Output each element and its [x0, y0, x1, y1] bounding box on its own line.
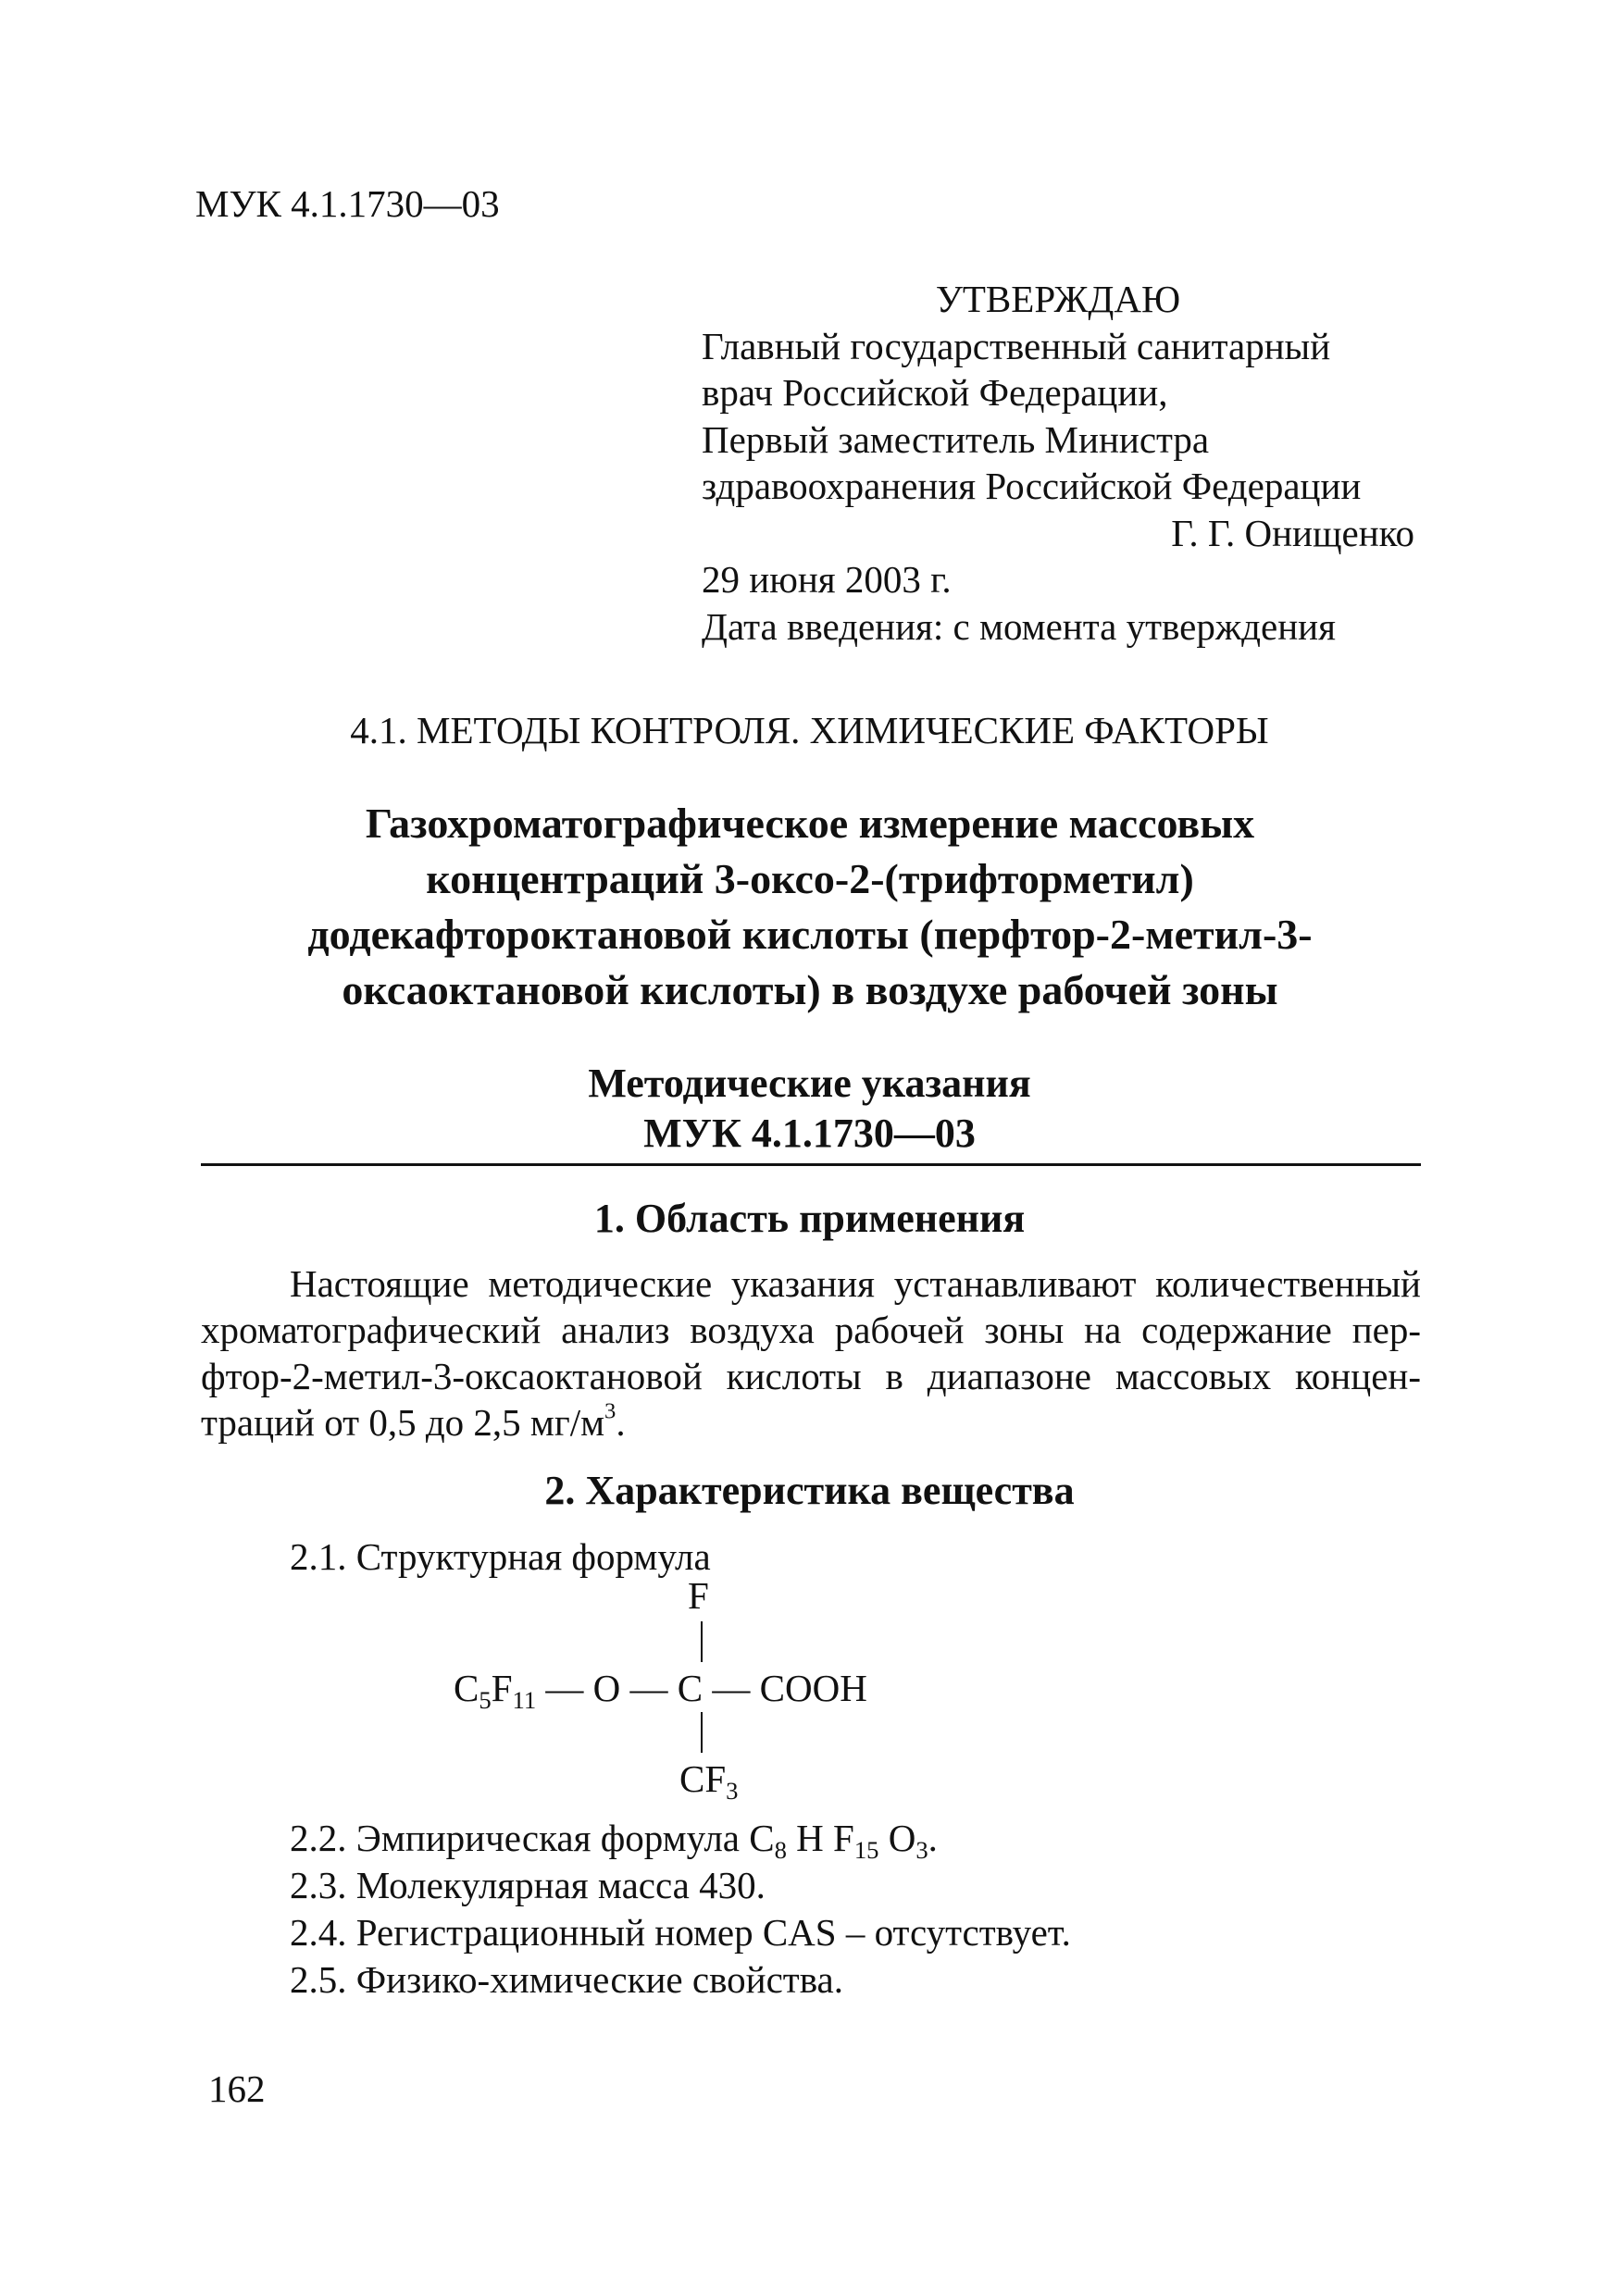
scope-paragraph: [201, 1260, 1421, 1446]
formula-bottom-cf: CF: [679, 1757, 727, 1800]
formula-oxygen: O: [592, 1667, 621, 1709]
document-subtitle: [0, 1059, 1619, 1159]
formula-top-bond: [701, 1621, 703, 1662]
page-number: 162: [208, 2067, 266, 2110]
subtitle-line-1: Методические указания: [588, 1061, 1031, 1106]
scope-text-end: .: [616, 1401, 626, 1444]
approval-heading: УТВЕРЖДАЮ: [935, 278, 1181, 320]
empirical-end: .: [928, 1817, 938, 1859]
formula-bond-3: —: [703, 1667, 760, 1709]
item-structural-formula: 2.1. Структурная формула: [290, 1535, 711, 1578]
empirical-sub-o: 3: [915, 1835, 928, 1864]
empirical-prefix: 2.2. Эмпирическая формула C: [290, 1817, 775, 1859]
formula-bond-1: —: [536, 1667, 593, 1709]
formula-top-atom: F: [688, 1574, 709, 1617]
empirical-o: O: [878, 1817, 916, 1859]
empirical-sub-c: 8: [774, 1835, 787, 1864]
section-caption: 4.1. МЕТОДЫ КОНТРОЛЯ. ХИМИЧЕСКИЕ ФАКТОРЫ: [350, 709, 1269, 751]
scope-superscript: 3: [604, 1398, 616, 1424]
approval-position-line-4: здравоохранения Российской Федерации: [702, 465, 1362, 507]
document-title: [185, 796, 1435, 1018]
formula-left-sub2: 11: [512, 1685, 537, 1714]
formula-carboxyl: COOH: [759, 1667, 867, 1709]
section-heading-scope: 1. Область применения: [593, 1196, 1026, 1241]
formula-bottom-bond: [701, 1712, 703, 1753]
approval-effective-date: Дата введения: с момента утверждения: [702, 604, 1336, 648]
title-line-4: оксаоктановой кислоты) в воздухе рабочей зоны: [342, 966, 1278, 1013]
formula-left-sub1: 5: [479, 1685, 492, 1714]
item-empirical-formula: [290, 1816, 938, 1864]
horizontal-divider: [201, 1163, 1421, 1166]
approval-signatory: Г. Г. Онищенко: [1171, 511, 1414, 554]
formula-main-chain: [454, 1666, 867, 1714]
formula-left-c: C: [454, 1667, 479, 1709]
scope-text: Настоящие методические указания устанавливают количественный хроматографический анализ воздуха рабочей зоны на содержание пер-фтор-2-метил-3-оксаоктановой кислоты в диапазоне массовых концен-траций от 0,5 до 2,5 мг/м: [201, 1262, 1421, 1444]
empirical-sub-f: 15: [853, 1835, 879, 1864]
formula-left-f: F: [491, 1667, 513, 1709]
item-physical-properties: 2.5. Физико-химические свойства.: [290, 1958, 843, 2001]
title-line-1: Газохроматографическое измерение массовых: [365, 800, 1255, 847]
item-molecular-mass: 2.3. Молекулярная масса 430.: [290, 1864, 766, 1906]
formula-carbon: C: [677, 1667, 704, 1709]
approval-position-line-3: Первый заместитель Министра: [702, 417, 1210, 461]
item-cas-number: 2.4. Регистрационный номер CAS – отсутствует.: [290, 1911, 1071, 1954]
approval-position-line-1: Главный государственный санитарный: [702, 324, 1331, 367]
section-heading-characteristics: 2. Характеристика вещества: [544, 1468, 1075, 1513]
formula-bottom-group: [679, 1756, 739, 1805]
formula-bond-2: —: [620, 1667, 678, 1709]
structural-formula: [454, 1573, 916, 1805]
approval-block: [702, 276, 1414, 650]
formula-bottom-sub: 3: [726, 1776, 739, 1805]
title-line-3: додекафтороктановой кислоты (перфтор-2-метил-3-: [307, 911, 1313, 958]
title-line-2: концентраций 3-оксо-2-(трифторметил): [426, 855, 1194, 902]
subtitle-line-2: МУК 4.1.1730—03: [643, 1111, 976, 1156]
document-code: МУК 4.1.1730—03: [195, 182, 500, 225]
approval-position-line-2: врач Российской Федерации,: [702, 371, 1168, 414]
approval-date: 29 июня 2003 г.: [702, 558, 952, 601]
empirical-h-f: H F: [786, 1817, 854, 1859]
